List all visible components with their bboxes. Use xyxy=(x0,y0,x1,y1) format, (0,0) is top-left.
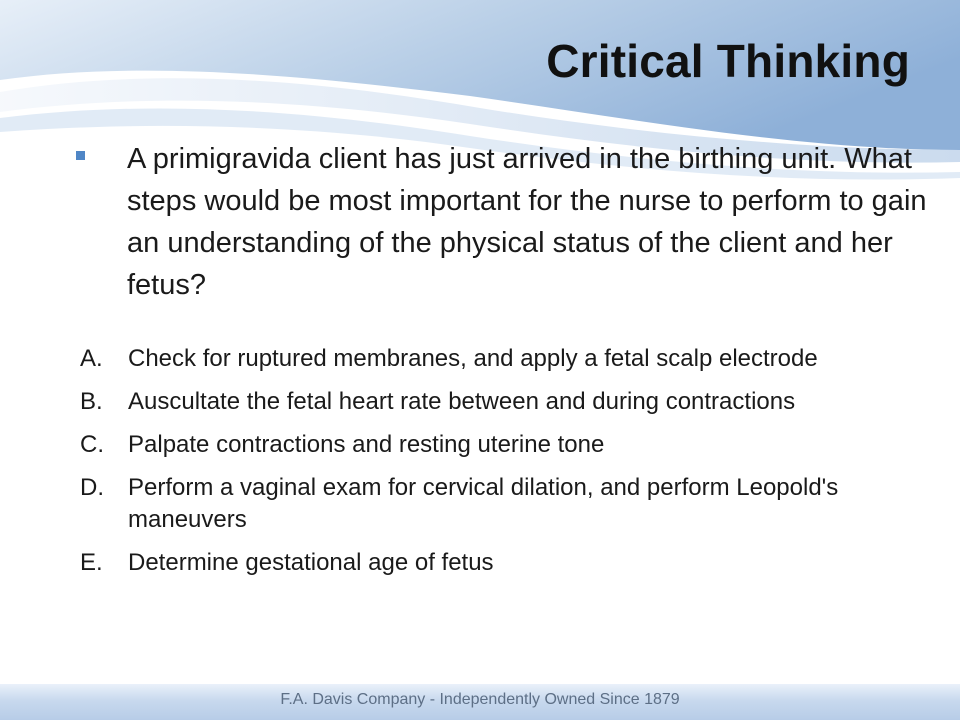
slide-title: Critical Thinking xyxy=(546,35,910,87)
footer-text: F.A. Davis Company - Independently Owned Since 1879 xyxy=(280,691,680,708)
option-c xyxy=(80,429,940,461)
option-b xyxy=(80,386,940,418)
option-text: Determine gestational age of fetus xyxy=(128,549,494,576)
option-text: Auscultate the fetal heart rate between and during contractions xyxy=(128,388,796,415)
option-letter: E. xyxy=(80,549,103,576)
option-letter: D. xyxy=(80,474,104,501)
option-e xyxy=(80,547,940,579)
question-text: A primigravida client has just arrived in the birthing unit. What steps would be most important for the nurse to perform to gain an understanding of the physical status of the client and her fetus? xyxy=(127,143,927,301)
option-letter: C. xyxy=(80,431,104,458)
option-text: Palpate contractions and resting uterine tone xyxy=(128,431,605,458)
option-text: Check for ruptured membranes, and apply a fetal scalp electrode xyxy=(128,345,818,372)
answer-options xyxy=(80,343,940,590)
bullet-square-icon xyxy=(76,151,85,160)
option-letter: B. xyxy=(80,388,103,415)
option-text: Perform a vaginal exam for cervical dilation, and perform Leopold's maneuvers xyxy=(128,474,839,533)
option-letter: A. xyxy=(80,345,103,372)
option-a xyxy=(80,343,940,375)
option-d xyxy=(80,472,940,536)
